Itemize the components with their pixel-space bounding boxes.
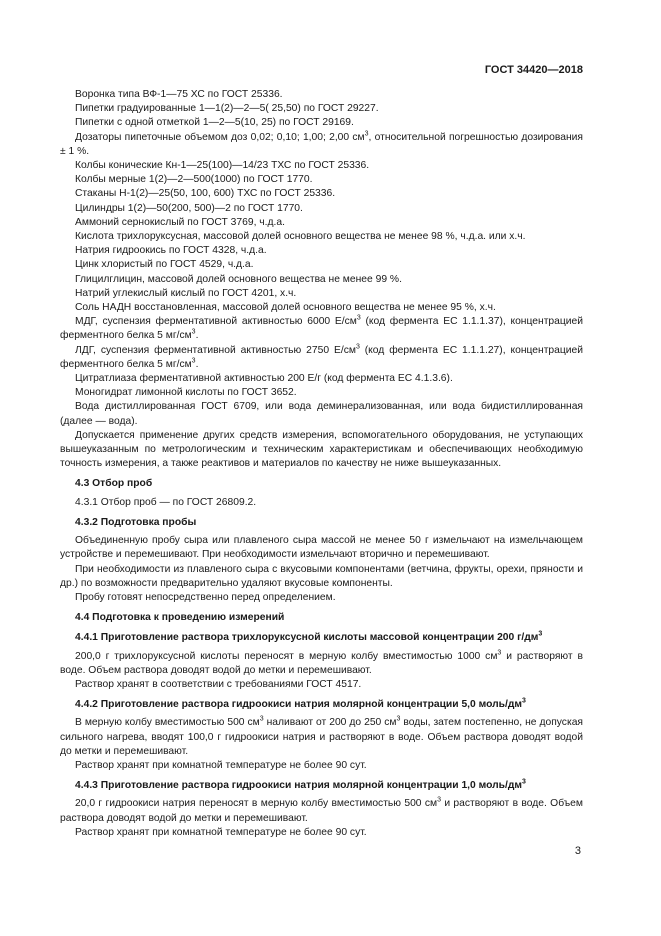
paragraph: Раствор хранят при комнатной температуре не более 90 сут. (75, 759, 367, 771)
reagent-item: Моногидрат лимонной кислоты по ГОСТ 3652. (75, 387, 297, 399)
reagent-item: Глицилглицин, массовой долей основного вещества не менее 99 %. (75, 273, 402, 285)
section-heading: 4.4.3 Приготовление раствора гидроокиси натрия молярной концентрации 1,0 моль/$дм^3$ (75, 778, 526, 792)
reagent-item: Кислота трихлоруксусная, массовой долей основного вещества не менее 98 %, ч.д.а. или х.ч. (75, 231, 526, 243)
section-heading: 4.4.2 Приготовление раствора гидроокиси натрия молярной концентрации 5,0 моль/$дм^3$ (75, 697, 526, 711)
paragraph: 4.3.1 Отбор проб — по ГОСТ 26809.2. (75, 496, 257, 508)
reagent-item-mdg: МДГ, суспензия ферментативной активностью 6000 $Е/см^3$ (код фермента ЕС 1.1.1.37), концентрацией ферментного белка 5 $мг/см^3$. (60, 314, 583, 342)
reagent-item: Натрий углекислый кислый по ГОСТ 4201, х.ч. (75, 287, 297, 299)
equipment-item: Колбы конические Кн-1—25(100)—14/23 ТХС по ГОСТ 25336. (75, 160, 370, 172)
reagent-item: Аммоний сернокислый по ГОСТ 3769, ч.д.а. (75, 216, 285, 228)
section-heading: 4.3 Отбор проб (75, 478, 153, 490)
document-code-header: ГОСТ 34420—2018 (484, 64, 583, 76)
reagent-item: Цитратлиаза ферментативной активностью 200 Е/г (код фермента ЕС 4.1.3.6). (75, 373, 453, 385)
equipment-item: Колбы мерные 1(2)—2—500(1000) по ГОСТ 1770. (75, 174, 313, 186)
paragraph: Раствор хранят в соответствии с требованиями ГОСТ 4517. (75, 678, 362, 690)
paragraph: 200,0 г трихлоруксусной кислоты переносят в мерную колбу вместимостью 1000 $см^3$ и растворяют в воде. Объем раствора доводят водой до метки и перемешивают. (60, 649, 583, 676)
reagent-item: Вода дистиллированная ГОСТ 6709, или вода деминерализованная, или вода бидистиллированная (далее — вода). (60, 401, 583, 427)
reagent-item: Натрия гидроокись по ГОСТ 4328, ч.д.а. (75, 245, 267, 257)
equipment-item: Пипетки градуированные 1—1(2)—2—5( 25,50) по ГОСТ 29227. (75, 103, 379, 115)
paragraph: Объединенную пробу сыра или плавленого сыра массой не менее 50 г измельчают на измельчающем устройстве и перемешивают. При необходимости измельчают вторично и перемешивают. (60, 535, 583, 561)
document-body (60, 88, 583, 840)
equipment-item: Стаканы Н-1(2)—25(50, 100, 600) ТХС по ГОСТ 25336. (75, 188, 336, 200)
equipment-item: Воронка типа ВФ-1—75 ХС по ГОСТ 25336. (75, 89, 283, 100)
reagent-item-ldg: ЛДГ, суспензия ферментативной активностью 2750 $Е/см^3$ (код фермента ЕС 1.1.1.27), концентрацией ферментного белка 5 $мг/см^3$. (60, 343, 583, 370)
reagent-item: Цинк хлористый по ГОСТ 4529, ч.д.а. (75, 259, 254, 271)
equipment-item-dosing: Дозаторы пипеточные объемом доз 0,02; 0,10; 1,00; 2,00 $см^3$, относительной погрешностью дозирования ± 1 %. (60, 130, 583, 157)
equipment-item: Пипетки с одной отметкой 1—2—5(10, 25) по ГОСТ 29169. (75, 117, 354, 129)
section-heading: 4.3.2 Подготовка пробы (75, 516, 197, 528)
paragraph: При необходимости из плавленого сыра с вкусовыми компонентами (ветчина, фрукты, орехи, пряности и др.) по возможности предварительно удаляют вкусовые компоненты. (60, 563, 583, 589)
page-number: 3 (574, 845, 581, 857)
allowance-paragraph: Допускается применение других средств измерения, вспомогательного оборудования, не уступающих вышеуказанным по метрологическим и техническим характеристикам и обеспечивающих необходимую точность измерения, а также реактивов и материалов по качеству не ниже вышеуказанных. (60, 429, 583, 470)
paragraph: Пробу готовят непосредственно перед определением. (75, 591, 336, 603)
paragraph: В мерную колбу вместимостью 500 $см^3$ наливают от 200 до 250 $см^3$ воды, затем постепенно, не допуская сильного нагрева, вводят 100,0 г гидроокиси натрия и растворяют в воде. Объем раствора доводят водой до метки и перемешивают. (60, 715, 583, 757)
section-heading: 4.4 Подготовка к проведению измерений (75, 612, 285, 624)
reagent-item: Соль НАДН восстановленная, массовой долей основного вещества не менее 95 %, х.ч. (75, 302, 496, 314)
equipment-item: Цилиндры 1(2)—50(200, 500)—2 по ГОСТ 1770. (75, 202, 303, 214)
section-heading: 4.4.1 Приготовление раствора трихлоруксусной кислоты массовой концентрации 200 $г/дм^3$ (75, 630, 543, 644)
paragraph: Раствор хранят при комнатной температуре не более 90 сут. (75, 826, 367, 838)
paragraph: 20,0 г гидроокиси натрия переносят в мерную колбу вместимостью 500 $см^3$ и растворяют в воде. Объем раствора доводят водой до метки и перемешивают. (60, 796, 583, 824)
